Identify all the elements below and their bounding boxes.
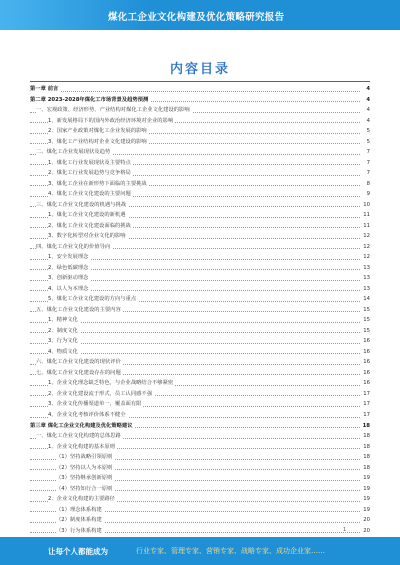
toc-entry[interactable] [30,242,370,253]
toc-entry-page: 17 [361,399,370,410]
toc-entry-text: 七、煤化工企业文化建设存在的问题 [36,369,121,376]
toc-entry-page: 5 [365,137,370,148]
toc-entry-text: 2、煤化工企业文化建设面临的挑战 [48,222,131,229]
toc-entry-text: 1、新发展格局下的国内外政治经济环境对企业的影响 [48,117,174,124]
toc-entry-text: 3、煤化工产业结构对企业文化建设的影响 [48,138,147,145]
toc-entry-page: 20 [361,526,370,537]
toc-entry-page: 18 [361,452,370,463]
report-title: 煤化工企业文化构建及优化策略研究报告 [108,12,285,23]
toc-entry[interactable] [30,189,370,200]
toc-entry-text: 1、企业文化构建的基本原则 [48,443,115,450]
toc-entry-page: 16 [361,378,370,389]
toc-entry[interactable] [30,378,370,389]
toc-entry[interactable] [30,158,370,169]
toc-entry-text: 第二章 2023-2028年煤化工市场背景及趋势预测 [30,96,149,103]
toc-entry-text: 2、制度文化 [48,327,78,334]
toc-entry-page: 8 [365,179,370,190]
toc-list [30,84,370,534]
toc-entry[interactable] [30,526,370,537]
toc-entry-page: 16 [361,347,370,358]
toc-entry[interactable] [30,315,370,326]
toc-entry-text: 2、企业文化构建的主要路径 [48,496,115,503]
toc-entry-text: 4、以人为本理念 [48,285,89,292]
header-band [0,0,400,30]
toc-entry[interactable] [30,221,370,232]
toc-entry[interactable] [30,357,370,368]
toc-entry-text: 2、国家产业政策对煤化工企业发展的影响 [48,128,147,135]
toc-entry[interactable] [30,389,370,400]
toc-entry[interactable] [30,463,370,474]
toc-entry-text: 六、煤化工企业文化建设的现状评价 [36,359,121,366]
toc-entry-text: 3、企业文化传播渠道单一，覆盖面有限 [48,401,142,408]
toc-entry-text: （2）坚持以人为本原则 [56,464,113,471]
title-divider [30,81,370,82]
toc-entry[interactable] [30,326,370,337]
toc-entry-text: 2、绿色低碳理念 [48,264,89,271]
toc-entry-page: 18 [361,463,370,474]
toc-entry[interactable] [30,505,370,516]
toc-entry-page: 7 [365,158,370,169]
toc-entry[interactable] [30,515,370,526]
toc-entry-text: 一、煤化工企业文化构建的总体思路 [36,433,121,440]
toc-entry-page: 4 [364,84,370,95]
toc-entry[interactable] [30,336,370,347]
toc-entry[interactable] [30,105,370,116]
toc-entry-page: 16 [361,336,370,347]
toc-entry[interactable] [30,452,370,463]
toc-entry[interactable] [30,137,370,148]
toc-entry[interactable] [30,95,370,106]
toc-entry[interactable] [30,84,370,95]
toc-entry-text: 2、煤化工行业发展趋势与竞争格局 [48,170,131,177]
toc-entry[interactable] [30,273,370,284]
toc-entry-text: （1）理念体系构建 [56,506,102,513]
toc-entry[interactable] [30,116,370,127]
toc-entry[interactable] [30,431,370,442]
toc-entry-page: 13 [361,284,370,295]
toc-entry-text: 三、煤化工企业文化建设的机遇与挑战 [36,201,127,208]
toc-entry-text: 一、宏观政策、经济形势、产业结构对煤化工企业文化建设的影响 [36,107,190,114]
toc-entry-page: 15 [361,326,370,337]
toc-title: 内容目录 [169,62,230,77]
page-number: 1 [343,527,347,533]
toc-entry-page: 12 [361,242,370,253]
toc-entry[interactable] [30,294,370,305]
toc-entry-page: 13 [361,273,370,284]
toc-entry-page: 11 [361,221,370,232]
footer-slogan-detail: 行业专家、管理专家、营销专家、战略专家、成功企业家…… [136,547,325,555]
toc-entry[interactable] [30,252,370,263]
toc-entry-page: 12 [361,231,370,242]
toc-entry[interactable] [30,410,370,421]
toc-entry-page: 9 [365,189,370,200]
toc-entry-text: （4）坚持知行合一原则 [56,485,113,492]
toc-entry[interactable] [30,147,370,158]
toc-entry-page: 5 [365,126,370,137]
toc-entry-page: 15 [361,315,370,326]
toc-entry-text: （2）制度体系构建 [56,517,102,524]
toc-entry[interactable] [30,368,370,379]
toc-entry-page: 18 [361,442,370,453]
toc-entry-text: 4、企业文化考核评价体系不健全 [48,411,126,418]
toc-entry-page: 16 [361,357,370,368]
toc-entry-page: 4 [364,95,370,106]
toc-entry-page: 18 [361,421,370,432]
toc-entry[interactable] [30,200,370,211]
toc-entry-page: 19 [361,494,370,505]
toc-entry-text: 1、精神文化 [48,317,78,324]
toc-entry-text: 3、创新驱动理念 [48,275,89,282]
toc-entry-text: 1、企业文化理念缺乏特色，与企业战略结合不够紧密 [48,380,174,387]
toc-entry-text: 3、数字化转型对企业文化的影响 [48,233,126,240]
toc-entry-text: （1）坚持战略引领原则 [56,454,113,461]
toc-entry[interactable] [30,421,370,432]
toc-entry[interactable] [30,442,370,453]
toc-entry[interactable] [30,231,370,242]
footer-band [0,537,400,565]
toc-entry-text: 第一章 前言 [30,86,59,92]
toc-entry-page: 15 [361,305,370,316]
toc-entry[interactable] [30,305,370,316]
toc-entry[interactable] [30,263,370,274]
toc-entry-text: 3、煤化工企业在新形势下面临的主要挑战 [48,180,147,187]
toc-entry-text: 四、煤化工企业文化的价值导向 [36,243,111,250]
toc-entry-text: （3）坚持继承创新原则 [56,475,113,482]
toc-entry-page: 12 [361,252,370,263]
toc-entry-page: 18 [361,431,370,442]
toc-entry[interactable] [30,494,370,505]
toc-entry-page: 10 [361,200,370,211]
toc-entry-page: 13 [361,263,370,274]
toc-entry-page: 19 [361,505,370,516]
toc-entry-page: 14 [361,294,370,305]
toc-entry-page: 17 [361,389,370,400]
toc-entry-page: 7 [365,168,370,179]
toc-entry[interactable] [30,484,370,495]
toc-entry-text: （3）行为体系构建 [56,527,102,534]
toc-entry-text: 2、企业文化建设流于形式，员工认同感不强 [48,390,153,397]
toc-entry[interactable] [30,473,370,484]
toc-entry-page: 17 [361,410,370,421]
toc-entry[interactable] [30,399,370,410]
toc-entry-text: 4、煤化工企业文化建设的主要问题 [48,191,131,198]
toc-entry-page: 19 [361,484,370,495]
toc-entry-page: 4 [365,105,370,116]
toc-entry-text: 第三章 煤化工企业文化构建及优化策略建议 [30,422,133,429]
toc-entry-page: 16 [361,368,370,379]
toc-entry[interactable] [30,126,370,137]
toc-entry-page: 4 [365,116,370,127]
toc-entry-text: 3、行为文化 [48,338,78,345]
toc-entry[interactable] [30,210,370,221]
toc-entry-text: 二、煤化工企业发展现状及趋势 [36,149,111,156]
toc-entry-page: 20 [361,515,370,526]
toc-entry-text: 4、物质文化 [48,348,78,355]
toc-leader-dots [30,91,360,92]
toc-entry-text: 五、煤化工企业文化建设的主要内容 [36,306,121,313]
toc-entry[interactable] [30,347,370,358]
toc-entry-page: 19 [361,473,370,484]
toc-entry-page: 7 [365,147,370,158]
toc-entry-page: 11 [361,210,370,221]
toc-entry-text: 1、煤化工企业文化建设的新机遇 [48,212,126,219]
toc-entry-text: 5、煤化工企业文化建设的方向与重点 [48,296,137,303]
toc-entry[interactable] [30,179,370,190]
toc-entry[interactable] [30,168,370,179]
footer-slogan: 让每个人都能成为 [48,547,108,556]
toc-entry-text: 1、煤化工行业发展现状及主要特点 [48,159,131,166]
toc-entry[interactable] [30,284,370,295]
toc-entry-text: 1、安全发展理念 [48,254,89,261]
